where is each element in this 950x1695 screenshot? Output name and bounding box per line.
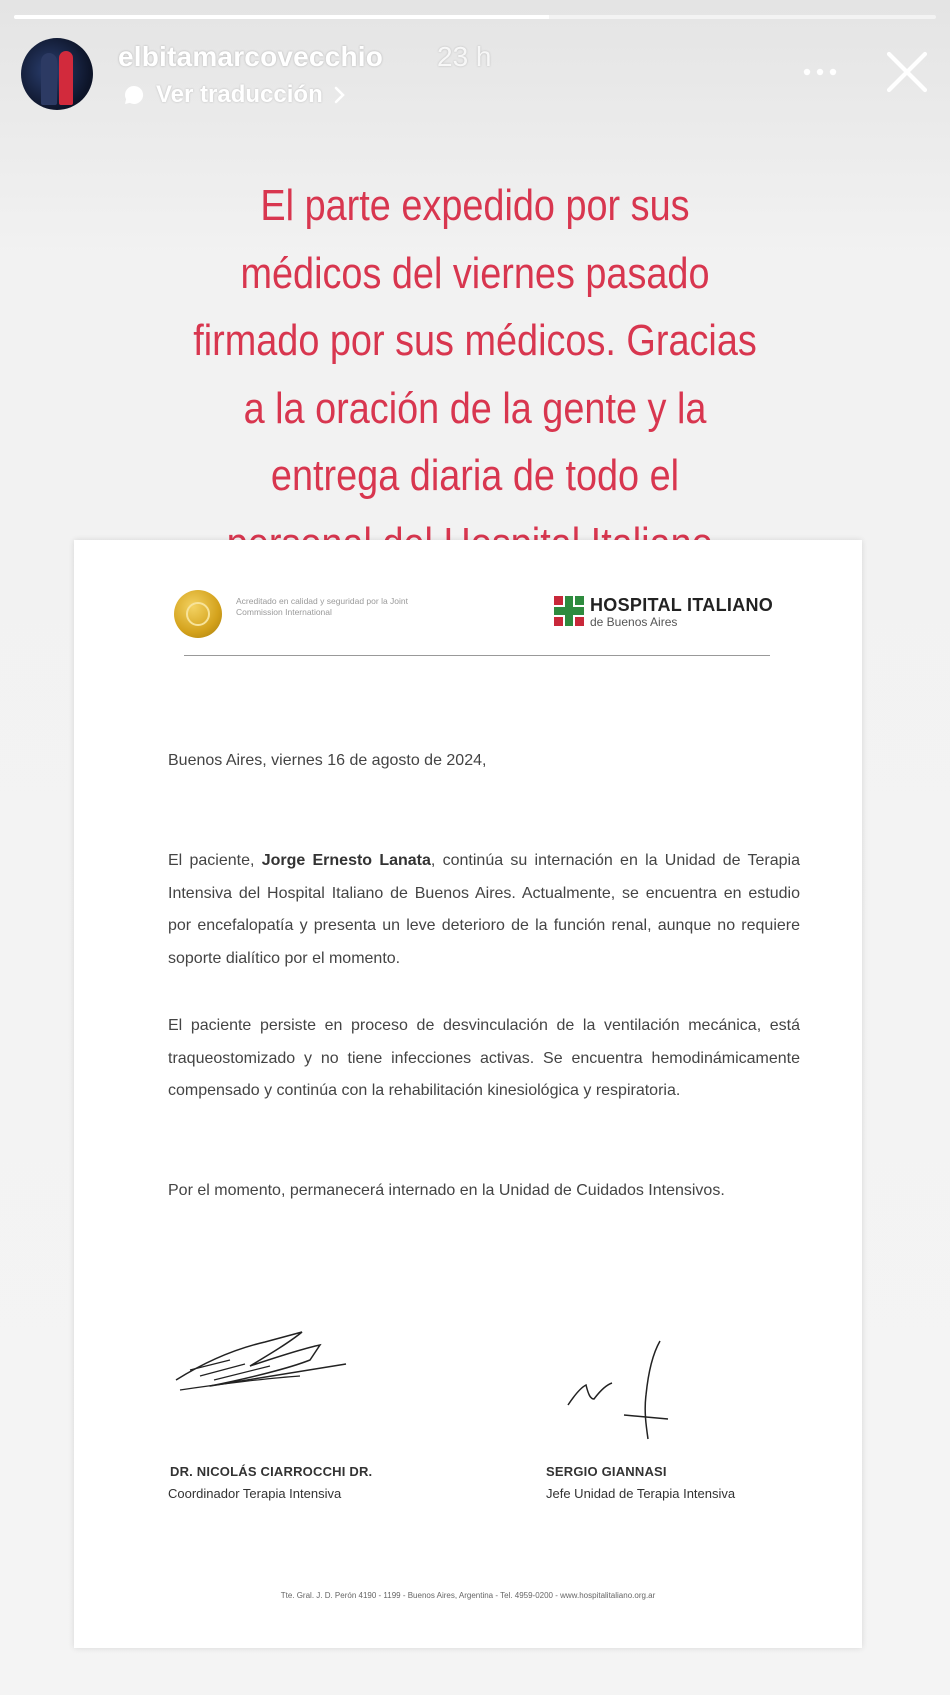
accreditation-text: Acreditado en calidad y seguridad por la Joint Commission International <box>236 596 408 617</box>
username-link[interactable]: elbitamarcovecchio <box>118 41 384 72</box>
date-line: Buenos Aires, viernes 16 de agosto de 2024, <box>168 752 487 769</box>
signer-role: Coordinador Terapia Intensiva <box>168 1486 342 1501</box>
progress-segment <box>14 15 936 19</box>
see-translation-button[interactable] <box>122 80 347 110</box>
caption-line: firmado por sus médicos. Gracias <box>193 316 757 365</box>
post-time: 23 h <box>437 41 492 72</box>
caption-line: entrega diaria de todo el <box>270 451 680 500</box>
story-caption <box>120 172 830 577</box>
chevron-right-icon <box>333 85 347 105</box>
close-icon[interactable] <box>883 48 931 96</box>
hospital-cross-logo-icon <box>554 596 584 626</box>
story-progress-bar <box>14 15 936 19</box>
more-options-icon[interactable] <box>800 62 840 82</box>
patient-name: Jorge Ernesto Lanata <box>261 852 431 869</box>
progress-fill <box>14 15 549 19</box>
signature-ciarrocchi <box>170 1320 350 1415</box>
translate-bubble-icon <box>122 83 146 107</box>
accreditation-seal-icon <box>174 590 222 638</box>
paragraph-outlook: Por el momento, permanecerá internado en la Unidad de Cuidados Intensivos. <box>168 1182 725 1199</box>
document-footer: Tte. Gral. J. D. Perón 4190 - 1199 - Buenos Aires, Argentina - Tel. 4959-0200 - www.hospitalitaliano.org.ar <box>280 1591 656 1600</box>
signer-role: Jefe Unidad de Terapia Intensiva <box>546 1486 736 1501</box>
paragraph-ventilation: El paciente persiste en proceso de desvinculación de la ventilación mecánica, está traqueostomizado y no tiene infecciones activas. Se encuentra hemodinámicamente compensado y continúa con la rehabilitación kinesiológica y respiratoria. <box>168 1017 800 1099</box>
header-divider <box>184 655 770 656</box>
see-translation-label: Ver traducción <box>156 81 323 108</box>
hospital-subtitle: de Buenos Aires <box>590 615 678 629</box>
medical-report-document <box>74 540 862 1648</box>
hospital-name: HOSPITAL ITALIANO <box>590 595 774 615</box>
avatar[interactable] <box>21 38 93 110</box>
signer-name: SERGIO GIANNASI <box>546 1464 667 1479</box>
caption-line: a la oración de la gente y la <box>243 383 707 433</box>
caption-line: médicos del viernes pasado <box>240 248 710 298</box>
caption-line: El parte expedido por sus <box>260 181 690 230</box>
paragraph-status: El paciente, Jorge Ernesto Lanata, continúa su internación en la Unidad de Terapia Intensiva del Hospital Italiano de Buenos Aires. Actualmente, se encuentra en estudio por encefalopatía y presenta un leve deterioro de la función renal, aunque no requiere soporte dialítico por el momento. <box>168 852 801 967</box>
signature-giannasi <box>564 1335 674 1445</box>
signer-name: DR. NICOLÁS CIARROCCHI DR. <box>170 1464 373 1479</box>
